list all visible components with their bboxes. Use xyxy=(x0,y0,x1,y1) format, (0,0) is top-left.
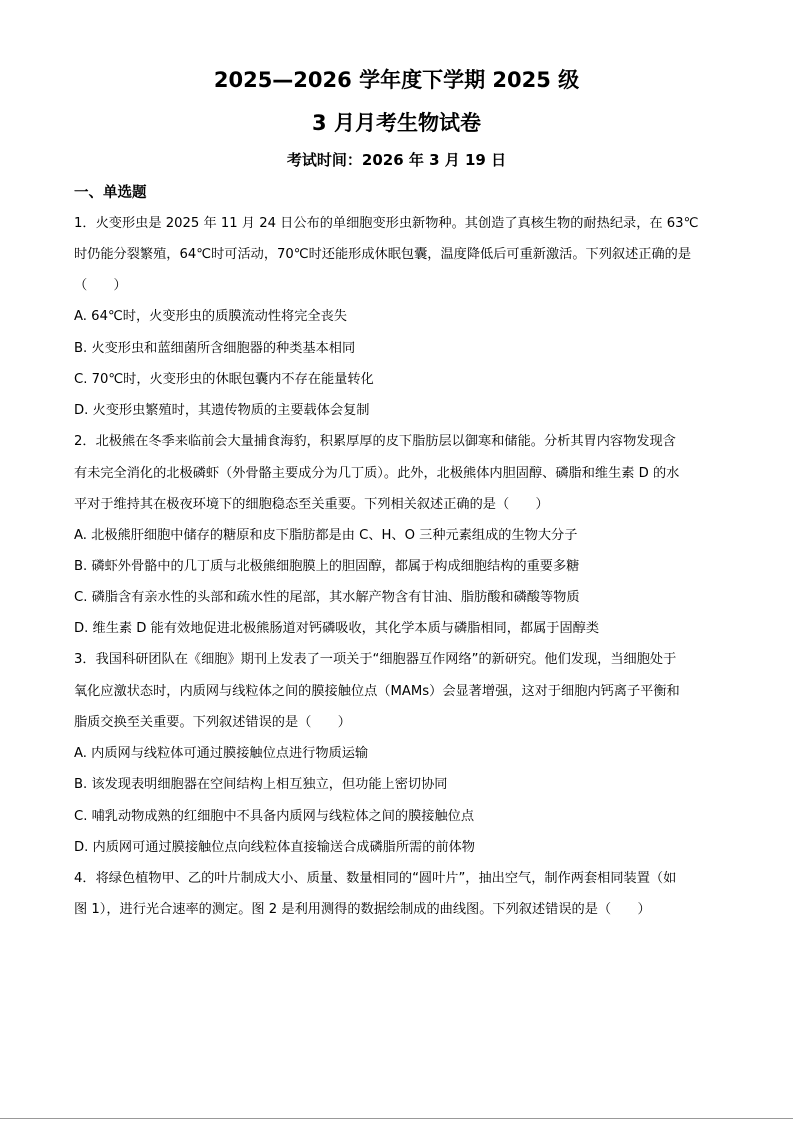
question-3-option-d: D. 内质网可通过膜接触位点向线粒体直接输送合成磷脂所需的前体物 xyxy=(74,840,475,855)
question-3-option-a: A. 内质网与线粒体可通过膜接触位点进行物质运输 xyxy=(74,746,369,761)
question-3-line-3: 脂质交换至关重要。下列叙述错误的是（ ） xyxy=(74,715,351,730)
question-1-line-3: （ ） xyxy=(74,278,127,293)
question-3-line-2: 氧化应激状态时，内质网与线粒体之间的膜接触位点（MAMs）会显著增强，这对于细胞内钙离子平衡和 xyxy=(74,684,680,699)
question-1-option-c: C. 70℃时，火变形虫的休眠包囊内不存在能量转化 xyxy=(74,372,374,387)
exam-title-line2: 3 月月考生物试卷 xyxy=(312,111,481,135)
question-1-option-a: A. 64℃时，火变形虫的质膜流动性将完全丧失 xyxy=(74,309,347,324)
question-1-line-2: 时仍能分裂繁殖，64℃时可活动，70℃时还能形成休眠包囊，温度降低后可重新激活。下列叙述正确的是 xyxy=(74,247,692,262)
exam-title-line1: 2025—2026 学年度下学期 2025 级 xyxy=(213,68,580,92)
question-2-option-a: A. 北极熊肝细胞中储存的糖原和皮下脂肪都是由 C、H、O 三种元素组成的生物大分子 xyxy=(74,528,578,543)
question-4-line-2: 图 1），进行光合速率的测定。图 2 是利用测得的数据绘制成的曲线图。下列叙述错误的是（ ） xyxy=(74,902,651,917)
question-2-option-c: C. 磷脂含有亲水性的头部和疏水性的尾部，其水解产物含有甘油、脂肪酸和磷酸等物质 xyxy=(74,590,580,605)
question-2-line-1: 2．北极熊在冬季来临前会大量捕食海豹，积累厚厚的皮下脂肪层以御寒和储能。分析其胃内容物发现含 xyxy=(74,434,676,449)
question-3-line-1: 3．我国科研团队在《细胞》期刊上发表了一项关于“细胞器互作网络”的新研究。他们发现，当细胞处于 xyxy=(74,652,677,667)
section-heading: 一、单选题 xyxy=(74,185,147,201)
question-2-line-2: 有未完全消化的北极磷虾（外骨骼主要成分为几丁质）。此外，北极熊体内胆固醇、磷脂和维生素 D 的水 xyxy=(74,466,680,481)
question-4-line-1: 4．将绿色植物甲、乙的叶片制成大小、质量、数量相同的“圆叶片”，抽出空气，制作两套相同装置（如 xyxy=(74,871,677,886)
question-2-line-3: 平对于维持其在极夜环境下的细胞稳态至关重要。下列相关叙述正确的是（ ） xyxy=(74,497,549,512)
question-3-option-b: B. 该发现表明细胞器在空间结构上相互独立，但功能上密切协同 xyxy=(74,777,448,792)
question-2-option-b: B. 磷虾外骨骼中的几丁质与北极熊细胞膜上的胆固醇，都属于构成细胞结构的重要多糖 xyxy=(74,559,580,574)
question-3-option-c: C. 哺乳动物成熟的红细胞中不具备内质网与线粒体之间的膜接触位点 xyxy=(74,809,475,824)
question-1-option-d: D. 火变形虫繁殖时，其遗传物质的主要载体会复制 xyxy=(74,403,370,418)
page-bottom-divider xyxy=(0,1118,793,1119)
exam-time: 考试时间：2026 年 3 月 19 日 xyxy=(286,151,507,169)
question-2-option-d: D. 维生素 D 能有效地促进北极熊肠道对钙磷吸收，其化学本质与磷脂相同，都属于固醇类 xyxy=(74,621,600,636)
question-1-option-b: B. 火变形虫和蓝细菌所含细胞器的种类基本相同 xyxy=(74,341,356,356)
question-1-line-1: 1．火变形虫是 2025 年 11 月 24 日公布的单细胞变形虫新物种。其创造了真核生物的耐热纪录，在 63℃ xyxy=(74,216,699,231)
